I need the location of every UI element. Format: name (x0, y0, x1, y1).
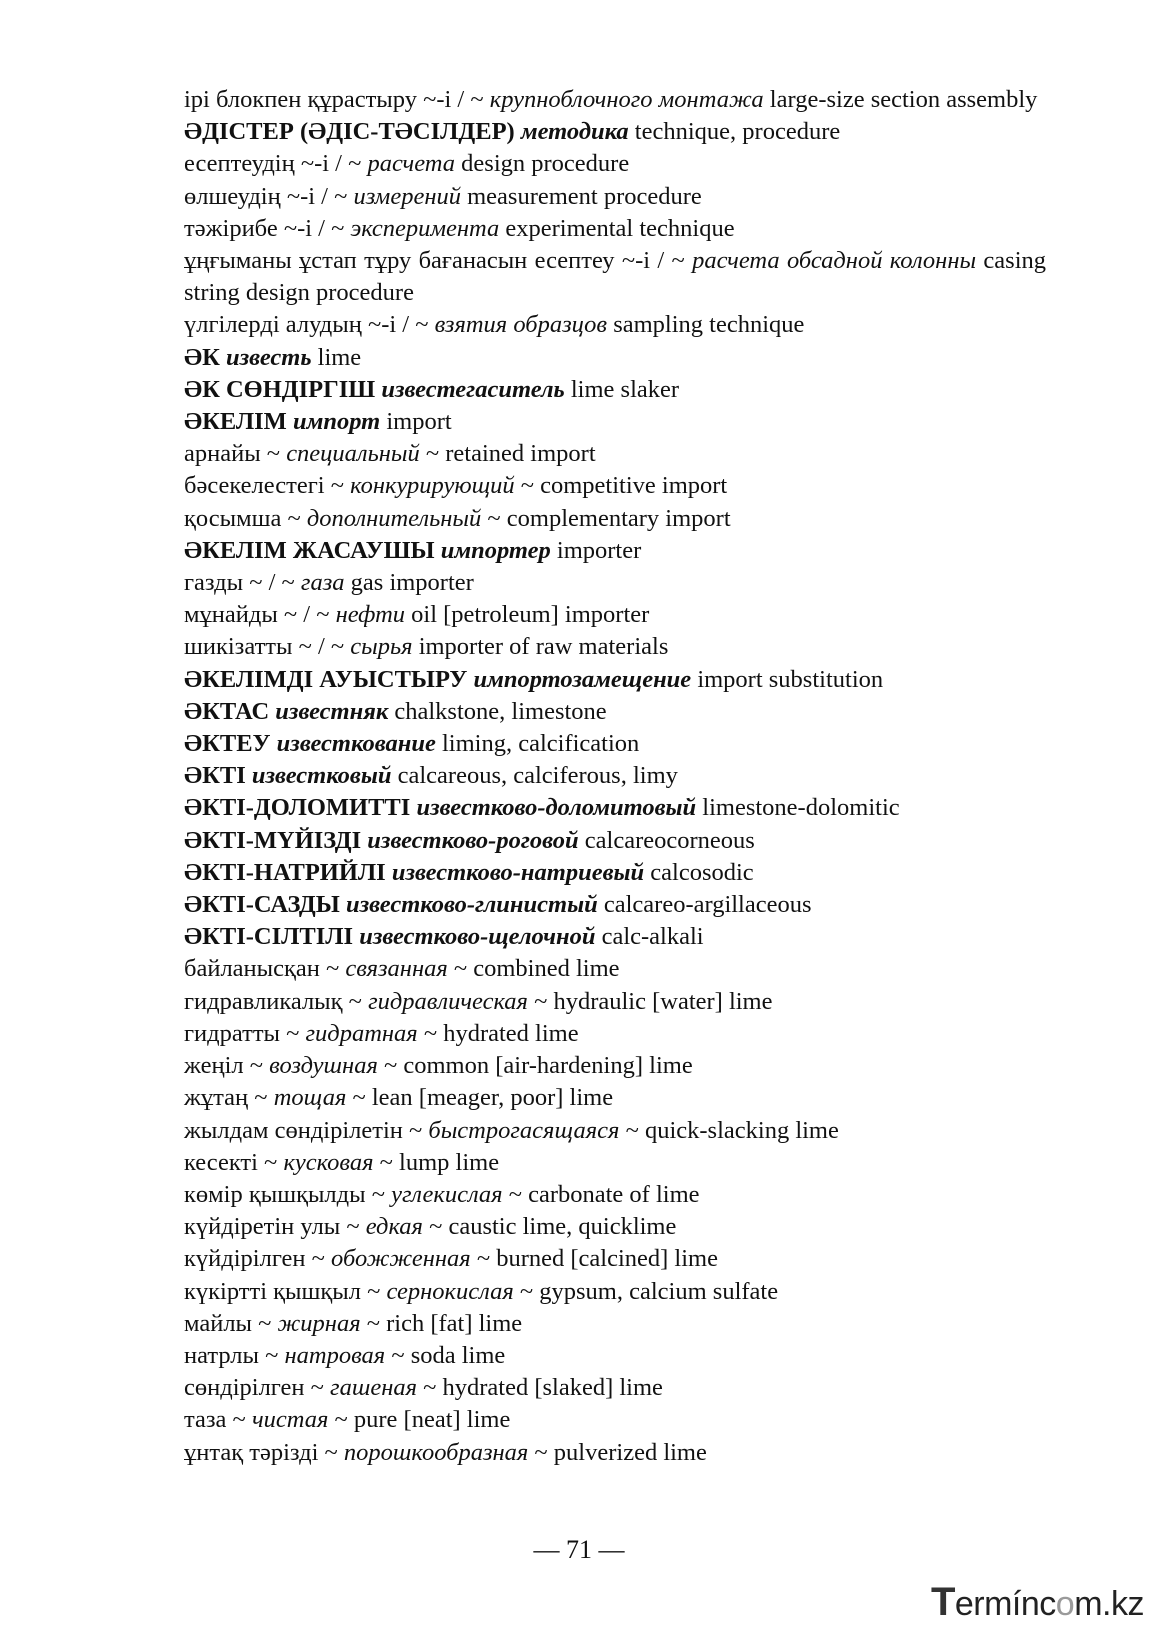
entry-russian-term: эксперимента (350, 214, 500, 242)
entry-russian-headword: известь (226, 343, 312, 371)
entry-russian-headword: импортозамещение (473, 665, 692, 693)
dictionary-entry (146, 342, 1046, 374)
dictionary-entry (146, 1147, 1046, 1179)
entry-text: ~ pulverized lime (528, 1438, 707, 1466)
entry-headword: ӘКТІ (184, 762, 252, 790)
entry-russian-term: натровая (284, 1341, 386, 1369)
entry-russian-term: углекислая (391, 1180, 503, 1208)
entry-text: ұңғыманы ұстап тұру бағанасын есептеу ~-і / ~ (184, 247, 693, 275)
entry-text: technique, procedure (628, 118, 841, 146)
entry-headword: ӘКТІ-НАТРИЙЛІ (184, 858, 392, 886)
entry-russian-headword: известкование (276, 730, 436, 758)
entry-text: кесекті ~ (184, 1148, 284, 1176)
entry-headword: ӘК СӨНДІРГІШ (184, 375, 382, 403)
dictionary-entry (146, 1115, 1046, 1147)
entry-russian-term: специальный (286, 440, 420, 468)
dictionary-entry (146, 309, 1046, 341)
entry-text: көмір қышқылды ~ (184, 1180, 392, 1208)
entry-russian-headword: известково-роговой (367, 826, 579, 854)
dictionary-entry (146, 406, 1046, 438)
entry-text: importer of raw materials (412, 633, 669, 661)
entry-russian-term: гашеная (330, 1374, 417, 1402)
entry-russian-term: чистая (251, 1406, 329, 1434)
dictionary-entry (146, 986, 1046, 1018)
entry-text: experimental technique (499, 214, 735, 242)
dictionary-entry (146, 1372, 1046, 1404)
entry-text: limestone-dolomitic (696, 794, 900, 822)
entry-text: ~ common [air-hardening] lime (377, 1052, 693, 1080)
dictionary-entry (146, 1050, 1046, 1082)
entry-text: chalkstone, limestone (388, 697, 607, 725)
dictionary-entry (146, 1276, 1046, 1308)
entry-headword: ӘКТІ-СІЛТІЛІ (184, 923, 360, 951)
entry-text: sampling technique (607, 311, 805, 339)
entry-russian-headword: известково-доломитовый (416, 794, 697, 822)
entry-text: ~ burned [calcined] lime (470, 1245, 718, 1273)
entry-text: күйдіретін улы ~ (184, 1213, 366, 1241)
watermark-o-letter: o (1055, 1585, 1075, 1623)
entry-text: ~ lean [meager, poor] lime (346, 1084, 614, 1112)
entry-russian-headword: методика (520, 118, 629, 146)
termincom-watermark (931, 1580, 1144, 1625)
entry-text: байланысқан ~ (184, 955, 346, 983)
dictionary-entry (146, 181, 1046, 213)
dictionary-entry (146, 438, 1046, 470)
dictionary-entry (146, 921, 1046, 953)
entry-russian-term: обожженная (331, 1245, 471, 1273)
entry-text: oil [petroleum] importer (405, 601, 650, 629)
entry-text: жеңіл ~ (184, 1052, 270, 1080)
entry-headword: ӘДІСТЕР (ӘДІС-ТӘСІЛДЕР) (184, 118, 521, 146)
entry-text: үлгілерді алудың ~-і / ~ (184, 311, 435, 339)
dictionary-entry (146, 503, 1046, 535)
entry-russian-term: воздушная (269, 1052, 378, 1080)
entry-russian-term: расчета обсадной колонны (692, 247, 977, 275)
entry-russian-headword: известково-глинистый (345, 891, 598, 919)
dictionary-entry (146, 470, 1046, 502)
dictionary-entry (146, 1082, 1046, 1114)
entry-text: газды ~ / ~ (184, 569, 301, 597)
entry-text: ұнтақ тәрізді ~ (184, 1438, 344, 1466)
dictionary-entries (146, 84, 1046, 1469)
entry-text: lime (311, 343, 362, 371)
entry-text: тәжірибе ~-і / ~ (184, 214, 351, 242)
entry-text: liming, calcification (435, 730, 640, 758)
entry-text: натрлы ~ (184, 1341, 285, 1369)
entry-text: күкіртті қышқыл ~ (184, 1277, 387, 1305)
dictionary-entry (146, 1243, 1046, 1275)
entry-text: calcosodic (644, 858, 754, 886)
entry-headword: ӘКТІ-САЗДЫ (184, 891, 346, 919)
dictionary-entry (146, 1404, 1046, 1436)
entry-text: measurement procedure (460, 182, 702, 210)
entry-headword: ӘК (184, 343, 226, 371)
dictionary-entry (146, 953, 1046, 985)
dictionary-entry (146, 760, 1046, 792)
dictionary-entry (146, 1211, 1046, 1243)
entry-text: жылдам сөндірілетін ~ (184, 1116, 429, 1144)
entry-text: арнайы ~ (184, 440, 287, 468)
entry-text: ~ competitive import (514, 472, 728, 500)
entry-russian-term: жирная (277, 1309, 361, 1337)
dictionary-entry (146, 696, 1046, 728)
entry-russian-term: порошкообразная (343, 1438, 529, 1466)
entry-text: шикізатты ~ / ~ (184, 633, 351, 661)
entry-text: күйдірілген ~ (184, 1245, 332, 1273)
entry-russian-term: связанная (345, 955, 448, 983)
dictionary-entry (146, 245, 1046, 309)
dictionary-entry (146, 1437, 1046, 1469)
entry-text: calcareo-argillaceous (597, 891, 812, 919)
entry-text: ~ complementary import (481, 504, 731, 532)
entry-text: таза ~ (184, 1406, 252, 1434)
entry-headword: ӘКЕЛІМ (184, 408, 293, 436)
entry-text: gas importer (344, 569, 474, 597)
entry-russian-headword: известковый (251, 762, 392, 790)
entry-text: calcareous, calciferous, limy (391, 762, 678, 790)
entry-russian-headword: известегаситель (381, 375, 565, 403)
entry-russian-term: взятия образцов (434, 311, 608, 339)
entry-text: ірі блокпен құрастыру ~-і / ~ (184, 86, 490, 113)
entry-text: ~ carbonate of lime (502, 1180, 700, 1208)
entry-russian-headword: известняк (275, 697, 389, 725)
entry-russian-term: крупноблочного монтажа (489, 86, 764, 113)
dictionary-entry (146, 148, 1046, 180)
entry-headword: ӘКТАС (184, 697, 276, 725)
entry-text: ~ gypsum, calcium sulfate (513, 1277, 779, 1305)
entry-text: ~ retained import (419, 440, 596, 468)
entry-text: ~ hydrated [slaked] lime (417, 1374, 663, 1402)
entry-text: ~ hydraulic [water] lime (527, 987, 773, 1015)
entry-russian-term: нефти (335, 601, 406, 629)
entry-russian-term: сернокислая (386, 1277, 514, 1305)
entry-russian-headword: известково-щелочной (359, 923, 596, 951)
entry-text: ~ combined lime (447, 955, 620, 983)
entry-russian-term: кусковая (283, 1148, 374, 1176)
entry-text: есептеудің ~-і / ~ (184, 150, 368, 178)
entry-russian-term: гидратная (305, 1019, 418, 1047)
entry-russian-headword: импортер (440, 536, 551, 564)
watermark-text-1: ermínc (954, 1585, 1056, 1623)
dictionary-entry (146, 1179, 1046, 1211)
entry-russian-term: газа (300, 569, 345, 597)
entry-text: бәсекелестегі ~ (184, 472, 351, 500)
dictionary-entry (146, 792, 1046, 824)
entry-text: мұнайды ~ / ~ (184, 601, 336, 629)
entry-text: ~ soda lime (385, 1341, 506, 1369)
watermark-t-letter: T (930, 1580, 955, 1624)
dictionary-entry (146, 84, 1046, 116)
dictionary-entry (146, 535, 1046, 567)
entry-text: ~ pure [neat] lime (328, 1406, 511, 1434)
entry-text: design procedure (455, 150, 630, 178)
entry-russian-headword: импорт (292, 408, 381, 436)
entry-russian-term: расчета (367, 150, 456, 178)
dictionary-entry (146, 116, 1046, 148)
entry-text: casing string design procedure (184, 247, 1047, 307)
entry-headword: ӘКТІ-ДОЛОМИТТІ (184, 794, 417, 822)
entry-headword: ӘКТЕУ (184, 730, 277, 758)
entry-text: ~ quick-slacking lime (619, 1116, 839, 1144)
dictionary-entry (146, 567, 1046, 599)
entry-headword: ӘКЕЛІМДІ АУЫСТЫРУ (184, 665, 474, 693)
entry-text: ~ rich [fat] lime (360, 1309, 523, 1337)
dictionary-entry (146, 857, 1046, 889)
entry-text: гидравликалық ~ (184, 987, 369, 1015)
entry-text: lime slaker (564, 375, 680, 403)
dictionary-entry (146, 825, 1046, 857)
dictionary-entry (146, 889, 1046, 921)
dictionary-entry (146, 213, 1046, 245)
dictionary-entry (146, 599, 1046, 631)
dictionary-entry (146, 728, 1046, 760)
entry-text: өлшеудің ~-і / ~ (184, 182, 354, 210)
page-number: — 71 — (533, 1535, 625, 1564)
dictionary-entry (146, 1018, 1046, 1050)
entry-text: қосымша ~ (184, 504, 307, 532)
watermark-text-2: m.kz (1074, 1585, 1144, 1623)
entry-russian-headword: известково-натриевый (391, 858, 645, 886)
entry-russian-term: дополнительный (306, 504, 482, 532)
entry-text: ~ caustic lime, quicklime (422, 1213, 677, 1241)
entry-russian-term: гидравлическая (368, 987, 528, 1015)
entry-headword: ӘКЕЛІМ ЖАСАУШЫ (184, 536, 441, 564)
entry-text: гидратты ~ (184, 1019, 306, 1047)
entry-text: майлы ~ (184, 1309, 278, 1337)
entry-russian-term: быстрогасящаяся (428, 1116, 620, 1144)
entry-russian-term: сырья (350, 633, 413, 661)
dictionary-entry (146, 1340, 1046, 1372)
dictionary-entry (146, 374, 1046, 406)
entry-russian-term: едкая (365, 1213, 423, 1241)
dictionary-entry (146, 664, 1046, 696)
entry-text: import substitution (691, 665, 884, 693)
entry-text: жұтаң ~ (184, 1084, 274, 1112)
entry-russian-term: конкурирующий (350, 472, 515, 500)
entry-text: import (380, 408, 452, 436)
entry-headword: ӘКТІ-МҮЙІЗДІ (184, 826, 368, 854)
entry-text: сөндірілген ~ (184, 1374, 331, 1402)
dictionary-entry (146, 631, 1046, 663)
entry-russian-term: измерений (353, 182, 461, 210)
dictionary-entry (146, 1308, 1046, 1340)
entry-text: large-size section assembly (763, 86, 1038, 113)
entry-text: ~ lump lime (373, 1148, 500, 1176)
entry-text: ~ hydrated lime (417, 1019, 579, 1047)
entry-russian-term: тощая (273, 1084, 347, 1112)
entry-text: importer (550, 536, 642, 564)
entry-text: calcareocorneous (578, 826, 755, 854)
entry-text: calc-alkali (595, 923, 704, 951)
